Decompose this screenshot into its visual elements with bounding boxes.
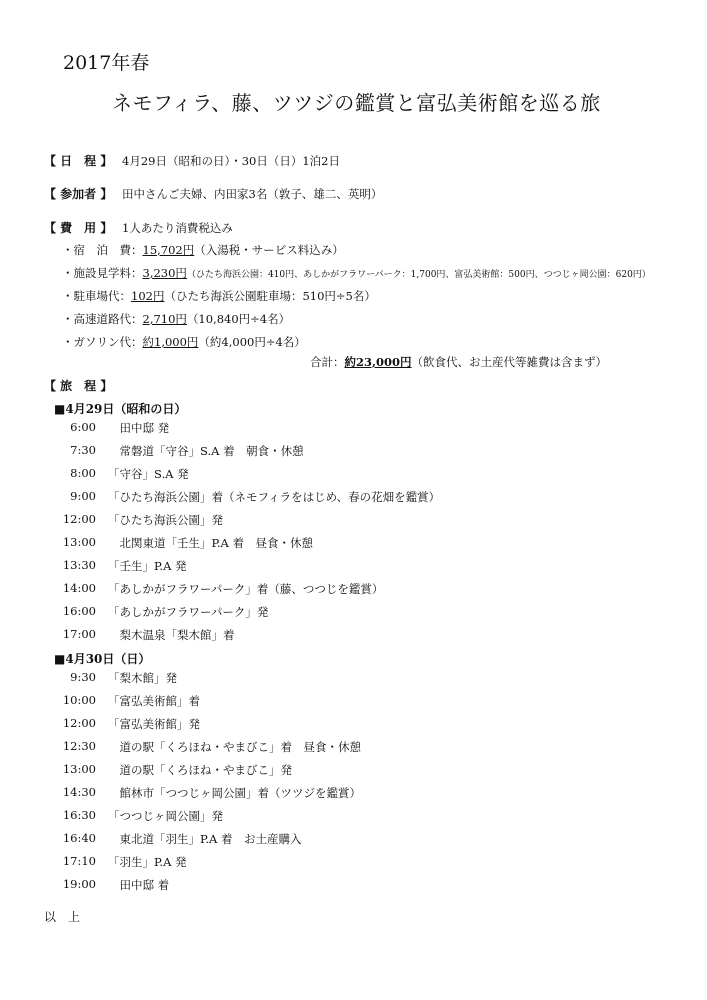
itinerary-time: 6:00 bbox=[70, 420, 96, 434]
itinerary-time: 14:30 bbox=[62, 785, 96, 799]
itinerary-desc: 道の駅「くろほね・やまびこ」発 bbox=[108, 763, 292, 777]
cost-item-amount: 102円 bbox=[131, 289, 165, 303]
itinerary-desc: 北関東道「壬生」P.A 着 昼食・休憩 bbox=[108, 536, 314, 550]
itinerary-time: 13:00 bbox=[62, 762, 96, 776]
cost-line bbox=[62, 311, 290, 327]
participants-label: 【 参加者 】 bbox=[44, 187, 113, 201]
itinerary-desc: 「つつじヶ岡公園」発 bbox=[108, 809, 223, 823]
cost-line bbox=[62, 288, 376, 304]
day2-heading: ■4月30日（日） bbox=[54, 652, 151, 666]
itinerary-desc: 「あしかがフラワーパーク」発 bbox=[108, 605, 269, 619]
itinerary-time: 14:00 bbox=[62, 581, 96, 595]
itinerary-label: 【 旅 程 】 bbox=[44, 379, 113, 393]
document-title: ネモフィラ、藤、ツツジの鑑賞と富弘美術館を巡る旅 bbox=[112, 91, 601, 115]
itinerary-time: 8:00 bbox=[70, 466, 96, 480]
total-label: 合計： bbox=[309, 355, 345, 369]
document-footer: 以 上 bbox=[44, 910, 81, 924]
cost-item-note: （10,840円÷4名） bbox=[186, 312, 291, 326]
itinerary-desc: 「ひたち海浜公園」着（ネモフィラをはじめ、春の花畑を鑑賞） bbox=[108, 490, 441, 504]
cost-item-note: （ひたち海浜公園駐車場：510円÷5名） bbox=[164, 289, 376, 303]
itinerary-desc: 館林市「つつじヶ岡公園」着（ツツジを鑑賞） bbox=[108, 786, 361, 800]
itinerary-time: 12:30 bbox=[62, 739, 96, 753]
itinerary-time: 9:30 bbox=[70, 670, 96, 684]
itinerary-desc: 田中邸 発 bbox=[108, 421, 170, 435]
schedule-label: 【 日 程 】 bbox=[44, 154, 113, 168]
cost-item-label: ・高速道路代： bbox=[62, 312, 143, 326]
itinerary-time: 9:00 bbox=[70, 489, 96, 503]
total-note: （飲食代、お土産代等雑費は含まず） bbox=[411, 355, 607, 369]
cost-line bbox=[62, 242, 344, 258]
itinerary-desc: 「梨木館」発 bbox=[108, 671, 177, 685]
itinerary-time: 7:30 bbox=[70, 443, 96, 457]
itinerary-time: 13:30 bbox=[62, 558, 96, 572]
participants-value: 田中さんご夫婦、内田家3名（敦子、雄二、英明） bbox=[122, 187, 383, 201]
itinerary-desc: 「ひたち海浜公園」発 bbox=[108, 513, 223, 527]
itinerary-desc: 常磐道「守谷」S.A 着 朝食・休憩 bbox=[108, 444, 304, 458]
schedule-value: 4月29日（昭和の日）・30日（日）1泊2日 bbox=[122, 154, 340, 168]
cost-total bbox=[310, 354, 607, 370]
cost-item-note: （約4,000円÷4名） bbox=[198, 335, 306, 349]
itinerary-desc: 「羽生」P.A 発 bbox=[108, 855, 187, 869]
total-amount: 約23,000円 bbox=[344, 355, 412, 369]
itinerary-desc: 「富弘美術館」着 bbox=[108, 694, 200, 708]
itinerary-desc: 梨木温泉「梨木館」着 bbox=[108, 628, 235, 642]
itinerary-desc: 「あしかがフラワーパーク」着（藤、つつじを鑑賞） bbox=[108, 582, 384, 596]
itinerary-time: 12:00 bbox=[62, 512, 96, 526]
cost-item-amount: 3,230円 bbox=[142, 266, 187, 280]
cost-line bbox=[62, 334, 306, 350]
day1-heading: ■4月29日（昭和の日） bbox=[54, 402, 187, 416]
cost-value: 1人あたり消費税込み bbox=[122, 221, 233, 235]
cost-item-note: （ひたち海浜公園：410円、あしかがフラワーパーク：1,700円、富弘美術館：500円、つつじヶ岡公園：620円） bbox=[186, 270, 651, 280]
itinerary-desc: 道の駅「くろほね・やまびこ」着 昼食・休憩 bbox=[108, 740, 361, 754]
cost-item-note: （入湯税・サービス料込み） bbox=[194, 243, 344, 257]
itinerary-time: 16:30 bbox=[62, 808, 96, 822]
cost-item-label: ・ガソリン代： bbox=[62, 335, 143, 349]
itinerary-desc: 田中邸 着 bbox=[108, 878, 170, 892]
cost-item-amount: 約1,000円 bbox=[142, 335, 199, 349]
cost-item-amount: 2,710円 bbox=[142, 312, 187, 326]
cost-item-label: ・宿 泊 費： bbox=[62, 243, 143, 257]
itinerary-desc: 「守谷」S.A 発 bbox=[108, 467, 189, 481]
itinerary-time: 17:10 bbox=[62, 854, 96, 868]
cost-item-label: ・駐車場代： bbox=[62, 289, 131, 303]
itinerary-desc: 東北道「羽生」P.A 着 お土産購入 bbox=[108, 832, 302, 846]
cost-item-amount: 15,702円 bbox=[142, 243, 195, 257]
itinerary-desc: 「富弘美術館」発 bbox=[108, 717, 200, 731]
cost-line bbox=[62, 265, 651, 281]
itinerary-time: 19:00 bbox=[62, 877, 96, 891]
cost-label: 【 費 用 】 bbox=[44, 221, 113, 235]
itinerary-desc: 「壬生」P.A 発 bbox=[108, 559, 187, 573]
itinerary-time: 16:00 bbox=[62, 604, 96, 618]
itinerary-time: 16:40 bbox=[62, 831, 96, 845]
itinerary-time: 17:00 bbox=[62, 627, 96, 641]
document-year: 2017年春 bbox=[63, 52, 150, 74]
cost-item-label: ・施設見学料： bbox=[62, 266, 143, 280]
itinerary-time: 10:00 bbox=[62, 693, 96, 707]
itinerary-time: 12:00 bbox=[62, 716, 96, 730]
itinerary-time: 13:00 bbox=[62, 535, 96, 549]
